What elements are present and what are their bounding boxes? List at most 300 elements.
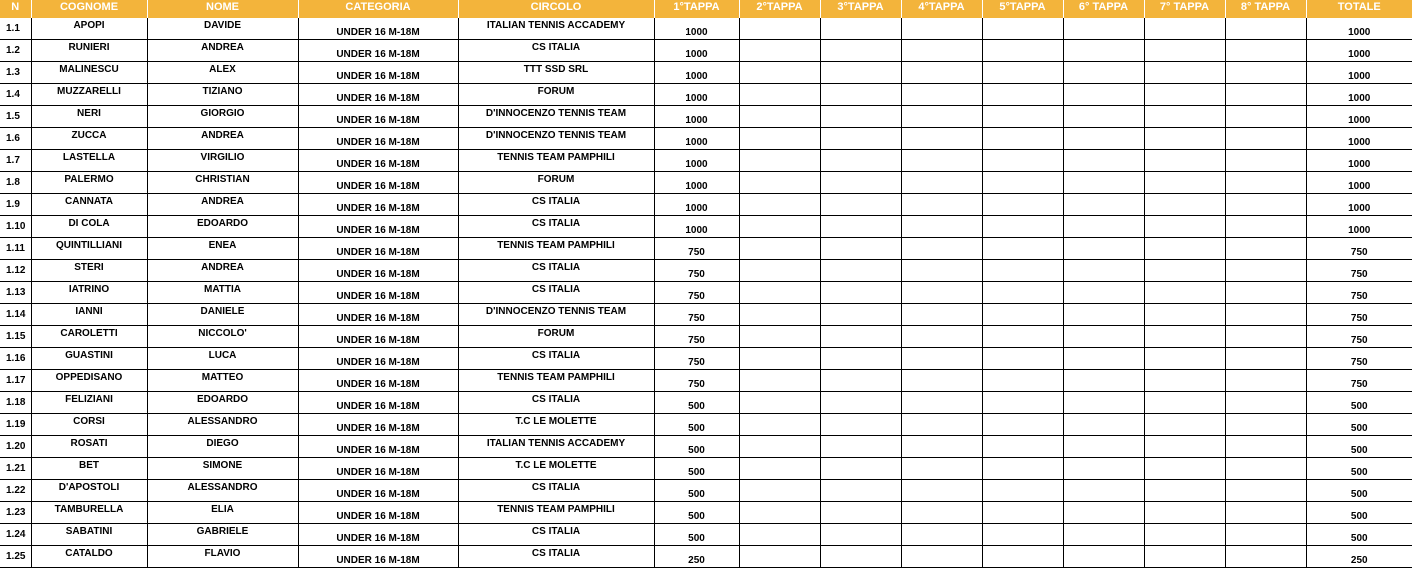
cell-tappa5 xyxy=(982,546,1063,568)
table-row xyxy=(0,436,1412,458)
cell-tappa5 xyxy=(982,150,1063,172)
cell-nome: ANDREA xyxy=(147,40,298,62)
cell-tappa8 xyxy=(1225,348,1306,370)
cell-tappa3 xyxy=(820,216,901,238)
cell-tappa3 xyxy=(820,18,901,40)
cell-tappa5 xyxy=(982,282,1063,304)
cell-tappa8 xyxy=(1225,260,1306,282)
cell-n: 1.25 xyxy=(0,546,31,568)
header-cognome: COGNOME xyxy=(31,0,147,18)
table-row xyxy=(0,326,1412,348)
cell-tappa6 xyxy=(1063,436,1144,458)
cell-tappa5 xyxy=(982,458,1063,480)
cell-tappa6 xyxy=(1063,282,1144,304)
cell-tappa6 xyxy=(1063,18,1144,40)
cell-categoria: UNDER 16 M-18M xyxy=(298,546,458,568)
cell-categoria: UNDER 16 M-18M xyxy=(298,326,458,348)
cell-n: 1.2 xyxy=(0,40,31,62)
cell-tappa6 xyxy=(1063,458,1144,480)
cell-tappa1: 1000 xyxy=(654,128,739,150)
cell-tappa3 xyxy=(820,304,901,326)
cell-tappa6 xyxy=(1063,326,1144,348)
cell-tappa1: 500 xyxy=(654,458,739,480)
cell-cognome: ROSATI xyxy=(31,436,147,458)
cell-circolo: CS ITALIA xyxy=(458,260,654,282)
cell-tappa3 xyxy=(820,282,901,304)
cell-tappa5 xyxy=(982,260,1063,282)
cell-tappa3 xyxy=(820,40,901,62)
cell-tappa1: 500 xyxy=(654,524,739,546)
cell-tappa1: 750 xyxy=(654,304,739,326)
cell-totale: 500 xyxy=(1306,436,1412,458)
cell-tappa4 xyxy=(901,216,982,238)
cell-totale: 250 xyxy=(1306,546,1412,568)
cell-n: 1.14 xyxy=(0,304,31,326)
cell-tappa3 xyxy=(820,172,901,194)
cell-tappa5 xyxy=(982,502,1063,524)
cell-categoria: UNDER 16 M-18M xyxy=(298,106,458,128)
cell-cognome: NERI xyxy=(31,106,147,128)
cell-totale: 1000 xyxy=(1306,106,1412,128)
cell-tappa6 xyxy=(1063,348,1144,370)
cell-nome: EDOARDO xyxy=(147,216,298,238)
cell-tappa1: 750 xyxy=(654,326,739,348)
cell-tappa2 xyxy=(739,84,820,106)
table-row xyxy=(0,238,1412,260)
cell-tappa1: 500 xyxy=(654,502,739,524)
cell-tappa5 xyxy=(982,370,1063,392)
cell-tappa3 xyxy=(820,436,901,458)
header-tappa3: 3°TAPPA xyxy=(820,0,901,18)
cell-cognome: IANNI xyxy=(31,304,147,326)
cell-tappa3 xyxy=(820,194,901,216)
cell-nome: GIORGIO xyxy=(147,106,298,128)
cell-tappa7 xyxy=(1144,480,1225,502)
cell-tappa1: 750 xyxy=(654,238,739,260)
table-row xyxy=(0,84,1412,106)
cell-tappa5 xyxy=(982,414,1063,436)
cell-categoria: UNDER 16 M-18M xyxy=(298,524,458,546)
cell-tappa3 xyxy=(820,414,901,436)
cell-tappa5 xyxy=(982,128,1063,150)
cell-totale: 500 xyxy=(1306,524,1412,546)
cell-tappa2 xyxy=(739,414,820,436)
cell-n: 1.1 xyxy=(0,18,31,40)
cell-tappa7 xyxy=(1144,546,1225,568)
cell-cognome: BET xyxy=(31,458,147,480)
cell-tappa8 xyxy=(1225,480,1306,502)
cell-nome: DIEGO xyxy=(147,436,298,458)
cell-tappa3 xyxy=(820,392,901,414)
cell-nome: ENEA xyxy=(147,238,298,260)
cell-cognome: DI COLA xyxy=(31,216,147,238)
cell-n: 1.3 xyxy=(0,62,31,84)
cell-categoria: UNDER 16 M-18M xyxy=(298,128,458,150)
cell-categoria: UNDER 16 M-18M xyxy=(298,348,458,370)
cell-tappa3 xyxy=(820,370,901,392)
cell-categoria: UNDER 16 M-18M xyxy=(298,238,458,260)
cell-tappa8 xyxy=(1225,18,1306,40)
cell-circolo: FORUM xyxy=(458,84,654,106)
cell-tappa4 xyxy=(901,84,982,106)
cell-nome: ANDREA xyxy=(147,194,298,216)
table-row xyxy=(0,546,1412,568)
cell-tappa7 xyxy=(1144,370,1225,392)
cell-tappa1: 1000 xyxy=(654,194,739,216)
cell-n: 1.9 xyxy=(0,194,31,216)
cell-tappa8 xyxy=(1225,172,1306,194)
cell-tappa4 xyxy=(901,414,982,436)
cell-circolo: ITALIAN TENNIS ACCADEMY xyxy=(458,18,654,40)
cell-tappa6 xyxy=(1063,194,1144,216)
cell-cognome: OPPEDISANO xyxy=(31,370,147,392)
cell-tappa3 xyxy=(820,238,901,260)
cell-nome: TIZIANO xyxy=(147,84,298,106)
cell-categoria: UNDER 16 M-18M xyxy=(298,304,458,326)
cell-tappa1: 500 xyxy=(654,414,739,436)
cell-categoria: UNDER 16 M-18M xyxy=(298,282,458,304)
cell-tappa2 xyxy=(739,370,820,392)
cell-tappa3 xyxy=(820,502,901,524)
cell-tappa4 xyxy=(901,458,982,480)
cell-tappa2 xyxy=(739,128,820,150)
cell-tappa7 xyxy=(1144,458,1225,480)
cell-tappa2 xyxy=(739,194,820,216)
header-tappa7: 7° TAPPA xyxy=(1144,0,1225,18)
cell-tappa8 xyxy=(1225,282,1306,304)
cell-totale: 1000 xyxy=(1306,172,1412,194)
cell-n: 1.22 xyxy=(0,480,31,502)
table-row xyxy=(0,128,1412,150)
table-row xyxy=(0,194,1412,216)
cell-n: 1.17 xyxy=(0,370,31,392)
cell-tappa7 xyxy=(1144,62,1225,84)
cell-nome: VIRGILIO xyxy=(147,150,298,172)
header-tappa5: 5°TAPPA xyxy=(982,0,1063,18)
cell-nome: ANDREA xyxy=(147,260,298,282)
cell-tappa6 xyxy=(1063,524,1144,546)
table-body xyxy=(0,18,1412,568)
cell-tappa7 xyxy=(1144,172,1225,194)
cell-tappa6 xyxy=(1063,216,1144,238)
cell-tappa5 xyxy=(982,18,1063,40)
cell-tappa1: 1000 xyxy=(654,18,739,40)
cell-tappa3 xyxy=(820,260,901,282)
cell-tappa5 xyxy=(982,524,1063,546)
cell-tappa5 xyxy=(982,326,1063,348)
cell-nome: NICCOLO' xyxy=(147,326,298,348)
cell-tappa7 xyxy=(1144,238,1225,260)
cell-tappa6 xyxy=(1063,502,1144,524)
cell-tappa4 xyxy=(901,502,982,524)
cell-totale: 1000 xyxy=(1306,18,1412,40)
cell-nome: ANDREA xyxy=(147,128,298,150)
cell-categoria: UNDER 16 M-18M xyxy=(298,458,458,480)
cell-n: 1.19 xyxy=(0,414,31,436)
cell-categoria: UNDER 16 M-18M xyxy=(298,414,458,436)
cell-circolo: TENNIS TEAM PAMPHILI xyxy=(458,150,654,172)
cell-tappa2 xyxy=(739,348,820,370)
cell-tappa2 xyxy=(739,524,820,546)
cell-tappa6 xyxy=(1063,260,1144,282)
header-tappa2: 2°TAPPA xyxy=(739,0,820,18)
cell-circolo: FORUM xyxy=(458,326,654,348)
cell-categoria: UNDER 16 M-18M xyxy=(298,480,458,502)
cell-tappa4 xyxy=(901,326,982,348)
cell-tappa8 xyxy=(1225,40,1306,62)
table-row xyxy=(0,282,1412,304)
cell-tappa6 xyxy=(1063,392,1144,414)
cell-circolo: CS ITALIA xyxy=(458,216,654,238)
cell-circolo: D'INNOCENZO TENNIS TEAM xyxy=(458,128,654,150)
cell-cognome: PALERMO xyxy=(31,172,147,194)
cell-totale: 1000 xyxy=(1306,128,1412,150)
cell-tappa5 xyxy=(982,392,1063,414)
cell-tappa1: 1000 xyxy=(654,84,739,106)
cell-tappa8 xyxy=(1225,502,1306,524)
cell-tappa4 xyxy=(901,18,982,40)
cell-tappa3 xyxy=(820,62,901,84)
cell-tappa4 xyxy=(901,392,982,414)
cell-categoria: UNDER 16 M-18M xyxy=(298,370,458,392)
cell-categoria: UNDER 16 M-18M xyxy=(298,436,458,458)
cell-categoria: UNDER 16 M-18M xyxy=(298,216,458,238)
cell-tappa3 xyxy=(820,348,901,370)
cell-tappa8 xyxy=(1225,150,1306,172)
table-row xyxy=(0,348,1412,370)
table-row xyxy=(0,106,1412,128)
cell-circolo: FORUM xyxy=(458,172,654,194)
cell-totale: 750 xyxy=(1306,282,1412,304)
cell-totale: 1000 xyxy=(1306,216,1412,238)
cell-n: 1.7 xyxy=(0,150,31,172)
cell-tappa7 xyxy=(1144,260,1225,282)
cell-tappa4 xyxy=(901,282,982,304)
cell-cognome: CATALDO xyxy=(31,546,147,568)
cell-n: 1.12 xyxy=(0,260,31,282)
cell-tappa6 xyxy=(1063,150,1144,172)
cell-cognome: LASTELLA xyxy=(31,150,147,172)
cell-tappa7 xyxy=(1144,436,1225,458)
cell-tappa8 xyxy=(1225,524,1306,546)
cell-cognome: ZUCCA xyxy=(31,128,147,150)
cell-tappa4 xyxy=(901,194,982,216)
cell-tappa3 xyxy=(820,128,901,150)
cell-categoria: UNDER 16 M-18M xyxy=(298,260,458,282)
cell-tappa1: 1000 xyxy=(654,40,739,62)
cell-tappa5 xyxy=(982,62,1063,84)
cell-cognome: TAMBURELLA xyxy=(31,502,147,524)
table-row xyxy=(0,370,1412,392)
table-row xyxy=(0,18,1412,40)
cell-tappa4 xyxy=(901,172,982,194)
table-row xyxy=(0,40,1412,62)
cell-tappa4 xyxy=(901,436,982,458)
cell-circolo: CS ITALIA xyxy=(458,392,654,414)
cell-n: 1.15 xyxy=(0,326,31,348)
cell-tappa2 xyxy=(739,502,820,524)
cell-totale: 500 xyxy=(1306,458,1412,480)
cell-cognome: GUASTINI xyxy=(31,348,147,370)
cell-tappa8 xyxy=(1225,84,1306,106)
cell-tappa5 xyxy=(982,194,1063,216)
cell-tappa1: 750 xyxy=(654,260,739,282)
cell-n: 1.8 xyxy=(0,172,31,194)
cell-n: 1.20 xyxy=(0,436,31,458)
cell-tappa6 xyxy=(1063,414,1144,436)
cell-totale: 750 xyxy=(1306,326,1412,348)
cell-tappa6 xyxy=(1063,172,1144,194)
cell-categoria: UNDER 16 M-18M xyxy=(298,62,458,84)
cell-totale: 500 xyxy=(1306,414,1412,436)
cell-tappa3 xyxy=(820,546,901,568)
cell-tappa5 xyxy=(982,216,1063,238)
cell-totale: 750 xyxy=(1306,370,1412,392)
cell-totale: 750 xyxy=(1306,348,1412,370)
header-tappa4: 4°TAPPA xyxy=(901,0,982,18)
cell-nome: EDOARDO xyxy=(147,392,298,414)
cell-tappa3 xyxy=(820,326,901,348)
cell-tappa7 xyxy=(1144,304,1225,326)
header-tappa1: 1°TAPPA xyxy=(654,0,739,18)
cell-tappa8 xyxy=(1225,414,1306,436)
cell-totale: 500 xyxy=(1306,480,1412,502)
cell-tappa5 xyxy=(982,84,1063,106)
cell-tappa8 xyxy=(1225,128,1306,150)
cell-tappa4 xyxy=(901,480,982,502)
cell-tappa7 xyxy=(1144,40,1225,62)
cell-tappa2 xyxy=(739,326,820,348)
cell-nome: DAVIDE xyxy=(147,18,298,40)
header-nome: NOME xyxy=(147,0,298,18)
cell-cognome: IATRINO xyxy=(31,282,147,304)
cell-tappa4 xyxy=(901,370,982,392)
cell-nome: MATTEO xyxy=(147,370,298,392)
cell-tappa3 xyxy=(820,524,901,546)
cell-tappa1: 1000 xyxy=(654,106,739,128)
cell-tappa2 xyxy=(739,436,820,458)
cell-nome: MATTIA xyxy=(147,282,298,304)
cell-tappa5 xyxy=(982,480,1063,502)
cell-totale: 1000 xyxy=(1306,62,1412,84)
cell-tappa1: 1000 xyxy=(654,62,739,84)
table-row xyxy=(0,392,1412,414)
cell-totale: 750 xyxy=(1306,238,1412,260)
cell-totale: 750 xyxy=(1306,260,1412,282)
cell-tappa2 xyxy=(739,546,820,568)
cell-tappa6 xyxy=(1063,84,1144,106)
cell-circolo: T.C LE MOLETTE xyxy=(458,414,654,436)
cell-nome: ALEX xyxy=(147,62,298,84)
cell-totale: 500 xyxy=(1306,392,1412,414)
cell-tappa2 xyxy=(739,150,820,172)
cell-tappa4 xyxy=(901,260,982,282)
cell-tappa6 xyxy=(1063,480,1144,502)
table-row xyxy=(0,414,1412,436)
cell-cognome: FELIZIANI xyxy=(31,392,147,414)
cell-circolo: TENNIS TEAM PAMPHILI xyxy=(458,502,654,524)
cell-cognome: SABATINI xyxy=(31,524,147,546)
cell-tappa2 xyxy=(739,458,820,480)
cell-tappa4 xyxy=(901,348,982,370)
cell-tappa6 xyxy=(1063,106,1144,128)
cell-tappa4 xyxy=(901,40,982,62)
cell-n: 1.16 xyxy=(0,348,31,370)
cell-tappa8 xyxy=(1225,106,1306,128)
cell-cognome: RUNIERI xyxy=(31,40,147,62)
cell-n: 1.13 xyxy=(0,282,31,304)
cell-circolo: TENNIS TEAM PAMPHILI xyxy=(458,370,654,392)
cell-tappa5 xyxy=(982,238,1063,260)
cell-tappa4 xyxy=(901,304,982,326)
cell-n: 1.24 xyxy=(0,524,31,546)
cell-circolo: CS ITALIA xyxy=(458,348,654,370)
cell-tappa2 xyxy=(739,392,820,414)
cell-tappa2 xyxy=(739,106,820,128)
cell-tappa2 xyxy=(739,260,820,282)
header-row xyxy=(0,0,1412,18)
cell-circolo: CS ITALIA xyxy=(458,480,654,502)
cell-categoria: UNDER 16 M-18M xyxy=(298,502,458,524)
cell-tappa3 xyxy=(820,106,901,128)
cell-tappa8 xyxy=(1225,304,1306,326)
cell-tappa2 xyxy=(739,172,820,194)
cell-tappa4 xyxy=(901,238,982,260)
cell-tappa3 xyxy=(820,84,901,106)
cell-tappa5 xyxy=(982,348,1063,370)
cell-nome: GABRIELE xyxy=(147,524,298,546)
cell-tappa2 xyxy=(739,62,820,84)
cell-circolo: CS ITALIA xyxy=(458,282,654,304)
cell-totale: 750 xyxy=(1306,304,1412,326)
cell-n: 1.18 xyxy=(0,392,31,414)
cell-tappa2 xyxy=(739,282,820,304)
cell-tappa8 xyxy=(1225,216,1306,238)
cell-tappa8 xyxy=(1225,194,1306,216)
cell-tappa7 xyxy=(1144,150,1225,172)
cell-tappa7 xyxy=(1144,348,1225,370)
cell-tappa7 xyxy=(1144,326,1225,348)
cell-tappa6 xyxy=(1063,546,1144,568)
cell-circolo: T.C LE MOLETTE xyxy=(458,458,654,480)
cell-tappa1: 1000 xyxy=(654,216,739,238)
cell-tappa3 xyxy=(820,480,901,502)
cell-nome: ELIA xyxy=(147,502,298,524)
cell-tappa7 xyxy=(1144,392,1225,414)
cell-totale: 1000 xyxy=(1306,194,1412,216)
table-row xyxy=(0,62,1412,84)
cell-tappa5 xyxy=(982,304,1063,326)
cell-tappa2 xyxy=(739,238,820,260)
cell-categoria: UNDER 16 M-18M xyxy=(298,392,458,414)
cell-tappa3 xyxy=(820,458,901,480)
cell-tappa4 xyxy=(901,524,982,546)
cell-tappa1: 1000 xyxy=(654,172,739,194)
cell-tappa1: 750 xyxy=(654,282,739,304)
cell-tappa5 xyxy=(982,172,1063,194)
cell-n: 1.11 xyxy=(0,238,31,260)
cell-nome: LUCA xyxy=(147,348,298,370)
header-totale: TOTALE xyxy=(1306,0,1412,18)
cell-categoria: UNDER 16 M-18M xyxy=(298,150,458,172)
cell-totale: 1000 xyxy=(1306,84,1412,106)
cell-n: 1.5 xyxy=(0,106,31,128)
cell-totale: 500 xyxy=(1306,502,1412,524)
cell-categoria: UNDER 16 M-18M xyxy=(298,172,458,194)
cell-tappa8 xyxy=(1225,458,1306,480)
header-tappa6: 6° TAPPA xyxy=(1063,0,1144,18)
cell-tappa1: 750 xyxy=(654,348,739,370)
